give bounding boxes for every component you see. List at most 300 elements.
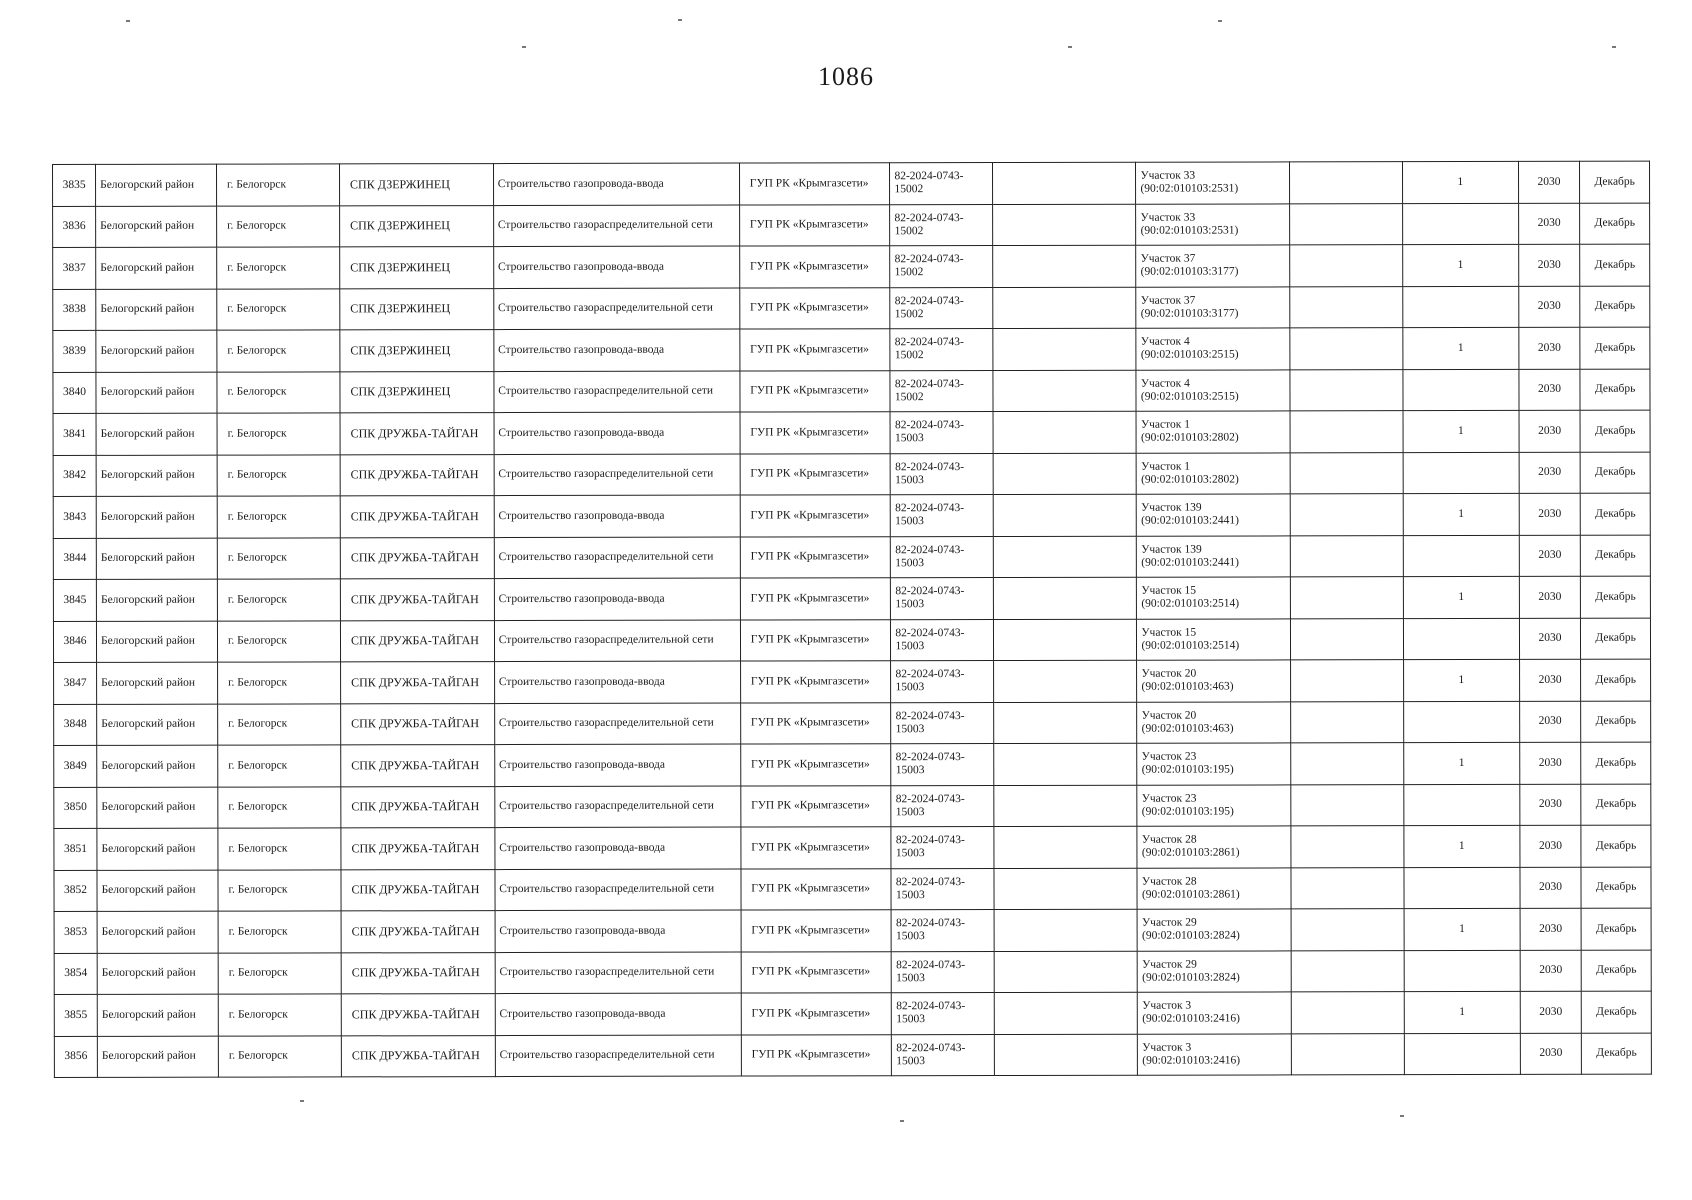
cell-row-number: 3846 — [53, 621, 96, 663]
cell-year: 2030 — [1520, 867, 1582, 909]
table-row — [53, 493, 1650, 538]
cell-quantity: 1 — [1403, 493, 1519, 535]
cell-land-plot: Участок 20 (90:02:010103:463) — [1137, 660, 1291, 702]
cell-row-number: 3844 — [53, 538, 96, 580]
cell-district: Белогорский район — [97, 621, 218, 663]
cell-consumer: СПК ДРУЖБА-ТАЙГАН — [341, 662, 495, 704]
cell-month: Декабрь — [1581, 825, 1651, 867]
cell-year: 2030 — [1519, 369, 1581, 411]
cell-district: Белогорский район — [97, 662, 218, 704]
cell-executor: ГУП РК «Крымгазсети» — [740, 495, 891, 537]
cell-tech-conditions-code: 82-2024-0743-15002 — [890, 329, 993, 371]
cell-quantity — [1404, 1033, 1520, 1075]
cell-work-type: Строительство газораспределительной сети — [495, 786, 741, 828]
cell-empty — [994, 992, 1138, 1034]
cell-year: 2030 — [1519, 618, 1581, 660]
cell-month: Декабрь — [1580, 369, 1650, 411]
cell-consumer: СПК ДРУЖБА-ТАЙГАН — [341, 994, 495, 1036]
cell-executor: ГУП РК «Крымгазсети» — [739, 246, 890, 288]
table-row — [53, 327, 1650, 372]
cell-quantity — [1403, 203, 1519, 245]
cell-quantity — [1403, 452, 1519, 494]
cell-work-type: Строительство газопровода-ввода — [495, 827, 741, 869]
cell-row-number: 3856 — [54, 1036, 97, 1078]
cell-row-number: 3849 — [54, 745, 97, 787]
cell-year: 2030 — [1518, 203, 1580, 245]
cell-executor: ГУП РК «Крымгазсети» — [741, 785, 892, 827]
cell-land-plot: Участок 139 (90:02:010103:2441) — [1137, 535, 1291, 577]
cell-work-type: Строительство газораспределительной сети — [494, 620, 740, 662]
cell-executor: ГУП РК «Крымгазсети» — [741, 951, 892, 993]
scan-speck — [1218, 20, 1222, 22]
cell-land-plot: Участок 28 (90:02:010103:2861) — [1137, 826, 1291, 868]
cell-quantity: 1 — [1404, 991, 1520, 1033]
cell-executor: ГУП РК «Крымгазсети» — [740, 287, 891, 329]
cell-empty — [993, 494, 1137, 536]
cell-tech-conditions-code: 82-2024-0743-15003 — [890, 412, 993, 454]
cell-district: Белогорский район — [96, 413, 217, 455]
cell-consumer: СПК ДЗЕРЖИНЕЦ — [340, 371, 494, 413]
table-row — [54, 784, 1651, 829]
cell-land-plot: Участок 23 (90:02:010103:195) — [1137, 784, 1291, 826]
cell-quantity: 1 — [1403, 244, 1519, 286]
cell-consumer: СПК ДРУЖБА-ТАЙГАН — [340, 620, 494, 662]
page-number: 1086 — [818, 62, 874, 91]
cell-month: Декабрь — [1581, 950, 1651, 992]
table-row — [53, 535, 1650, 580]
cell-quantity — [1403, 618, 1519, 660]
cell-empty — [993, 536, 1137, 578]
cell-district: Белогорский район — [96, 289, 217, 331]
cell-month: Декабрь — [1581, 659, 1651, 701]
cell-district: Белогорский район — [96, 330, 217, 372]
cell-month: Декабрь — [1581, 991, 1651, 1033]
table-row — [54, 908, 1651, 953]
cell-month: Декабрь — [1580, 286, 1650, 328]
cell-tech-conditions-code: 82-2024-0743-15002 — [890, 287, 993, 329]
cell-consumer: СПК ДРУЖБА-ТАЙГАН — [341, 828, 495, 870]
cell-district: Белогорский район — [97, 870, 218, 912]
cell-city: г. Белогорск — [217, 247, 340, 289]
cell-consumer: СПК ДРУЖБА-ТАЙГАН — [340, 496, 494, 538]
cell-district: Белогорский район — [96, 538, 217, 580]
cell-empty — [1291, 992, 1404, 1034]
cell-empty — [1290, 411, 1403, 453]
cell-executor: ГУП РК «Крымгазсети» — [740, 744, 891, 786]
cell-year: 2030 — [1520, 908, 1582, 950]
cell-work-type: Строительство газопровода-ввода — [494, 661, 740, 703]
cell-land-plot: Участок 15 (90:02:010103:2514) — [1137, 577, 1291, 619]
cell-city: г. Белогорск — [218, 703, 341, 745]
cell-empty — [1291, 950, 1404, 992]
cell-executor: ГУП РК «Крымгазсети» — [741, 868, 892, 910]
cell-quantity: 1 — [1403, 327, 1519, 369]
cell-land-plot: Участок 29 (90:02:010103:2824) — [1138, 950, 1292, 992]
scan-speck — [1612, 46, 1616, 48]
cell-work-type: Строительство газопровода-ввода — [495, 993, 741, 1035]
cell-row-number: 3842 — [53, 455, 96, 497]
cell-empty — [1290, 452, 1403, 494]
table-row — [53, 286, 1650, 331]
cell-month: Декабрь — [1580, 161, 1650, 203]
cell-land-plot: Участок 4 (90:02:010103:2515) — [1136, 328, 1290, 370]
cell-executor: ГУП РК «Крымгазсети» — [739, 163, 890, 205]
cell-consumer: СПК ДРУЖБА-ТАЙГАН — [341, 869, 495, 911]
cell-row-number: 3843 — [53, 496, 96, 538]
cell-district: Белогорский район — [96, 455, 217, 497]
cell-consumer: СПК ДЗЕРЖИНЕЦ — [340, 247, 494, 289]
cell-row-number: 3848 — [54, 704, 97, 746]
cell-quantity: 1 — [1404, 742, 1520, 784]
cell-work-type: Строительство газопровода-ввода — [494, 744, 740, 786]
cell-empty — [1290, 203, 1403, 245]
cell-empty — [1291, 701, 1404, 743]
cell-empty — [993, 453, 1137, 495]
cell-work-type: Строительство газопровода-ввода — [494, 495, 740, 537]
cell-month: Декабрь — [1580, 410, 1650, 452]
cell-quantity — [1404, 784, 1520, 826]
cell-consumer: СПК ДРУЖБА-ТАЙГАН — [340, 413, 494, 455]
cell-land-plot: Участок 1 (90:02:010103:2802) — [1136, 411, 1290, 453]
cell-empty — [1290, 328, 1403, 370]
scan-speck — [1400, 1115, 1404, 1117]
cell-land-plot: Участок 28 (90:02:010103:2861) — [1137, 867, 1291, 909]
cell-work-type: Строительство газораспределительной сети — [495, 1035, 741, 1077]
cell-month: Декабрь — [1580, 493, 1650, 535]
table-row — [54, 742, 1651, 787]
cell-empty — [994, 1034, 1138, 1076]
cell-land-plot: Участок 37 (90:02:010103:3177) — [1136, 245, 1290, 287]
cell-consumer: СПК ДРУЖБА-ТАЙГАН — [341, 911, 495, 953]
cell-row-number: 3847 — [54, 662, 97, 704]
cell-year: 2030 — [1520, 991, 1582, 1033]
cell-row-number: 3838 — [53, 289, 96, 331]
cell-month: Декабрь — [1580, 244, 1650, 286]
cell-quantity: 1 — [1404, 825, 1520, 867]
cell-district: Белогорский район — [97, 828, 218, 870]
cell-row-number: 3839 — [53, 330, 96, 372]
cell-district: Белогорский район — [97, 704, 218, 746]
cell-consumer: СПК ДРУЖБА-ТАЙГАН — [341, 952, 495, 994]
cell-city: г. Белогорск — [217, 205, 340, 247]
cell-city: г. Белогорск — [217, 496, 340, 538]
cell-district: Белогорский район — [97, 1036, 218, 1078]
cell-empty — [1290, 369, 1403, 411]
cell-work-type: Строительство газопровода-ввода — [493, 246, 739, 288]
cell-work-type: Строительство газопровода-ввода — [495, 910, 741, 952]
cell-district: Белогорский район — [97, 745, 218, 787]
cell-quantity — [1404, 701, 1520, 743]
cell-year: 2030 — [1520, 1033, 1582, 1075]
cell-empty — [993, 370, 1137, 412]
cell-empty — [1291, 577, 1404, 619]
cell-tech-conditions-code: 82-2024-0743-15003 — [892, 993, 995, 1035]
cell-month: Декабрь — [1581, 908, 1651, 950]
cell-tech-conditions-code: 82-2024-0743-15002 — [890, 204, 993, 246]
cell-district: Белогорский район — [97, 911, 218, 953]
cell-tech-conditions-code: 82-2024-0743-15003 — [891, 578, 994, 620]
cell-consumer: СПК ДЗЕРЖИНЕЦ — [340, 164, 494, 206]
cell-tech-conditions-code: 82-2024-0743-15002 — [890, 246, 993, 288]
cell-consumer: СПК ДРУЖБА-ТАЙГАН — [341, 1035, 495, 1077]
cell-empty — [1290, 494, 1403, 536]
cell-executor: ГУП РК «Крымгазсети» — [740, 329, 891, 371]
cell-executor: ГУП РК «Крымгазсети» — [740, 702, 891, 744]
cell-quantity — [1403, 286, 1519, 328]
table-row — [53, 203, 1650, 248]
cell-work-type: Строительство газораспределительной сети — [495, 869, 741, 911]
cell-land-plot: Участок 29 (90:02:010103:2824) — [1137, 909, 1291, 951]
table-row — [53, 244, 1650, 289]
cell-tech-conditions-code: 82-2024-0743-15003 — [891, 536, 994, 578]
cell-year: 2030 — [1518, 161, 1580, 203]
cell-empty — [1290, 535, 1403, 577]
cell-work-type: Строительство газораспределительной сети — [494, 371, 740, 413]
cell-empty — [1291, 618, 1404, 660]
cell-work-type: Строительство газопровода-ввода — [494, 412, 740, 454]
cell-empty — [993, 245, 1137, 287]
cell-district: Белогорский район — [96, 496, 217, 538]
cell-empty — [993, 328, 1137, 370]
cell-empty — [994, 785, 1138, 827]
cell-land-plot: Участок 20 (90:02:010103:463) — [1137, 701, 1291, 743]
cell-land-plot: Участок 3 (90:02:010103:2416) — [1138, 992, 1292, 1034]
cell-executor: ГУП РК «Крымгазсети» — [739, 204, 890, 246]
cell-city: г. Белогорск — [217, 454, 340, 496]
cell-year: 2030 — [1519, 659, 1581, 701]
cell-land-plot: Участок 139 (90:02:010103:2441) — [1137, 494, 1291, 536]
cell-month: Декабрь — [1581, 701, 1651, 743]
cell-tech-conditions-code: 82-2024-0743-15003 — [892, 951, 995, 993]
table-body — [53, 161, 1652, 1077]
cell-empty — [1290, 162, 1403, 204]
cell-month: Декабрь — [1581, 618, 1651, 660]
cell-land-plot: Участок 33 (90:02:010103:2531) — [1136, 203, 1290, 245]
table-row — [53, 618, 1650, 663]
cell-row-number: 3854 — [54, 953, 97, 995]
cell-quantity: 1 — [1404, 908, 1520, 950]
cell-quantity: 1 — [1403, 410, 1519, 452]
table-row — [54, 1033, 1651, 1078]
cell-district: Белогорский район — [96, 372, 217, 414]
cell-executor: ГУП РК «Крымгазсети» — [740, 453, 891, 495]
cell-month: Декабрь — [1581, 784, 1651, 826]
cell-empty — [1291, 867, 1404, 909]
cell-quantity — [1404, 950, 1520, 992]
cell-empty — [994, 868, 1138, 910]
cell-tech-conditions-code: 82-2024-0743-15002 — [890, 163, 993, 205]
cell-city: г. Белогорск — [217, 288, 340, 330]
cell-consumer: СПК ДРУЖБА-ТАЙГАН — [340, 537, 494, 579]
cell-executor: ГУП РК «Крымгазсети» — [741, 993, 892, 1035]
cell-quantity — [1403, 369, 1519, 411]
cell-empty — [1291, 784, 1404, 826]
cell-tech-conditions-code: 82-2024-0743-15003 — [891, 744, 994, 786]
cell-tech-conditions-code: 82-2024-0743-15003 — [891, 453, 994, 495]
table-row — [53, 369, 1650, 414]
cell-city: г. Белогорск — [218, 911, 341, 953]
cell-quantity: 1 — [1402, 161, 1518, 203]
cell-empty — [1290, 286, 1403, 328]
cell-city: г. Белогорск — [218, 994, 341, 1036]
cell-row-number: 3851 — [54, 828, 97, 870]
cell-quantity — [1404, 867, 1520, 909]
cell-year: 2030 — [1520, 784, 1582, 826]
cell-month: Декабрь — [1582, 1033, 1652, 1075]
cell-city: г. Белогорск — [217, 371, 340, 413]
table-row — [54, 867, 1651, 912]
table-row — [53, 410, 1650, 455]
cell-tech-conditions-code: 82-2024-0743-15003 — [891, 785, 994, 827]
cell-city: г. Белогорск — [218, 745, 341, 787]
cell-district: Белогорский район — [97, 953, 218, 995]
cell-city: г. Белогорск — [218, 786, 341, 828]
cell-row-number: 3853 — [54, 911, 97, 953]
cell-executor: ГУП РК «Крымгазсети» — [740, 370, 891, 412]
cell-consumer: СПК ДРУЖБА-ТАЙГАН — [340, 579, 494, 621]
cell-empty — [993, 204, 1137, 246]
cell-city: г. Белогорск — [217, 330, 340, 372]
cell-month: Декабрь — [1581, 867, 1651, 909]
cell-work-type: Строительство газораспределительной сети — [493, 205, 739, 247]
cell-land-plot: Участок 3 (90:02:010103:2416) — [1138, 1033, 1292, 1075]
cell-tech-conditions-code: 82-2024-0743-15003 — [891, 619, 994, 661]
cell-work-type: Строительство газораспределительной сети — [495, 952, 741, 994]
cell-consumer: СПК ДЗЕРЖИНЕЦ — [340, 205, 494, 247]
cell-city: г. Белогорск — [217, 579, 340, 621]
cell-empty — [994, 951, 1138, 993]
scan-speck — [300, 1100, 304, 1102]
cell-empty — [1291, 826, 1404, 868]
cell-month: Декабрь — [1581, 535, 1651, 577]
cell-district: Белогорский район — [96, 579, 217, 621]
cell-work-type: Строительство газопровода-ввода — [494, 329, 740, 371]
cell-land-plot: Участок 37 (90:02:010103:3177) — [1136, 286, 1290, 328]
cell-year: 2030 — [1519, 410, 1581, 452]
cell-year: 2030 — [1520, 825, 1582, 867]
cell-tech-conditions-code: 82-2024-0743-15003 — [891, 661, 994, 703]
cell-tech-conditions-code: 82-2024-0743-15003 — [891, 702, 994, 744]
document-table-container — [52, 164, 1650, 1078]
cell-city: г. Белогорск — [218, 662, 341, 704]
cell-year: 2030 — [1518, 244, 1580, 286]
cell-row-number: 3837 — [53, 247, 96, 289]
cell-consumer: СПК ДЗЕРЖИНЕЦ — [340, 288, 494, 330]
scan-speck — [900, 1120, 904, 1122]
table-row — [54, 825, 1651, 870]
cell-consumer: СПК ДРУЖБА-ТАЙГАН — [341, 745, 495, 787]
cell-executor: ГУП РК «Крымгазсети» — [740, 619, 891, 661]
cell-row-number: 3852 — [54, 870, 97, 912]
cell-year: 2030 — [1519, 576, 1581, 618]
cell-year: 2030 — [1519, 286, 1581, 328]
cell-tech-conditions-code: 82-2024-0743-15002 — [890, 370, 993, 412]
cell-tech-conditions-code: 82-2024-0743-15003 — [891, 910, 994, 952]
cell-city: г. Белогорск — [218, 1035, 341, 1077]
cell-consumer: СПК ДРУЖБА-ТАЙГАН — [341, 786, 495, 828]
table-row — [53, 576, 1650, 621]
cell-district: Белогорский район — [96, 247, 217, 289]
scan-speck — [126, 20, 130, 22]
cell-consumer: СПК ДЗЕРЖИНЕЦ — [340, 330, 494, 372]
cell-executor: ГУП РК «Крымгазсети» — [741, 910, 892, 952]
scan-speck — [678, 19, 682, 21]
cell-quantity: 1 — [1403, 659, 1519, 701]
cell-city: г. Белогорск — [217, 537, 340, 579]
cell-empty — [1291, 660, 1404, 702]
cell-city: г. Белогорск — [218, 869, 341, 911]
cell-city: г. Белогорск — [218, 828, 341, 870]
cell-tech-conditions-code: 82-2024-0743-15003 — [891, 827, 994, 869]
cell-row-number: 3836 — [53, 206, 96, 248]
cell-empty — [1291, 1033, 1404, 1075]
cell-month: Декабрь — [1581, 742, 1651, 784]
cell-city: г. Белогорск — [217, 413, 340, 455]
cell-month: Декабрь — [1580, 452, 1650, 494]
table-row — [54, 950, 1651, 995]
table-row — [53, 161, 1650, 206]
cell-tech-conditions-code: 82-2024-0743-15003 — [891, 868, 994, 910]
cell-consumer: СПК ДРУЖБА-ТАЙГАН — [340, 454, 494, 496]
scan-speck — [1068, 46, 1072, 48]
cell-year: 2030 — [1519, 535, 1581, 577]
cell-executor: ГУП РК «Крымгазсети» — [740, 412, 891, 454]
cell-city: г. Белогорск — [218, 952, 341, 994]
cell-executor: ГУП РК «Крымгазсети» — [741, 827, 892, 869]
cell-empty — [993, 287, 1137, 329]
cell-district: Белогорский район — [97, 994, 218, 1036]
cell-year: 2030 — [1519, 452, 1581, 494]
table-row — [54, 701, 1651, 746]
cell-year: 2030 — [1519, 327, 1581, 369]
cell-quantity: 1 — [1403, 576, 1519, 618]
gasification-schedule-table — [52, 161, 1652, 1078]
cell-consumer: СПК ДРУЖБА-ТАЙГАН — [341, 703, 495, 745]
cell-empty — [994, 743, 1138, 785]
cell-work-type: Строительство газораспределительной сети — [494, 703, 740, 745]
cell-tech-conditions-code: 82-2024-0743-15003 — [892, 1034, 995, 1076]
cell-empty — [994, 826, 1138, 868]
cell-year: 2030 — [1519, 701, 1581, 743]
cell-land-plot: Участок 15 (90:02:010103:2514) — [1137, 618, 1291, 660]
cell-land-plot: Участок 1 (90:02:010103:2802) — [1137, 452, 1291, 494]
cell-empty — [993, 619, 1137, 661]
cell-district: Белогорский район — [97, 787, 218, 829]
scan-speck — [522, 46, 526, 48]
cell-land-plot: Участок 33 (90:02:010103:2531) — [1136, 162, 1290, 204]
cell-year: 2030 — [1520, 950, 1582, 992]
cell-district: Белогорский район — [96, 164, 217, 206]
cell-district: Белогорский район — [96, 206, 217, 248]
cell-work-type: Строительство газораспределительной сети — [494, 288, 740, 330]
cell-work-type: Строительство газопровода-ввода — [493, 163, 739, 205]
table-row — [54, 659, 1651, 704]
cell-row-number: 3855 — [54, 994, 97, 1036]
cell-land-plot: Участок 23 (90:02:010103:195) — [1137, 743, 1291, 785]
table-row — [54, 991, 1651, 1036]
cell-row-number: 3840 — [53, 372, 96, 414]
cell-work-type: Строительство газораспределительной сети — [494, 537, 740, 579]
cell-work-type: Строительство газопровода-ввода — [494, 578, 740, 620]
table-row — [53, 452, 1650, 497]
cell-city: г. Белогорск — [217, 164, 340, 206]
cell-executor: ГУП РК «Крымгазсети» — [740, 661, 891, 703]
cell-empty — [993, 411, 1137, 453]
cell-empty — [1291, 909, 1404, 951]
cell-land-plot: Участок 4 (90:02:010103:2515) — [1136, 369, 1290, 411]
cell-city: г. Белогорск — [217, 620, 340, 662]
cell-empty — [994, 909, 1138, 951]
